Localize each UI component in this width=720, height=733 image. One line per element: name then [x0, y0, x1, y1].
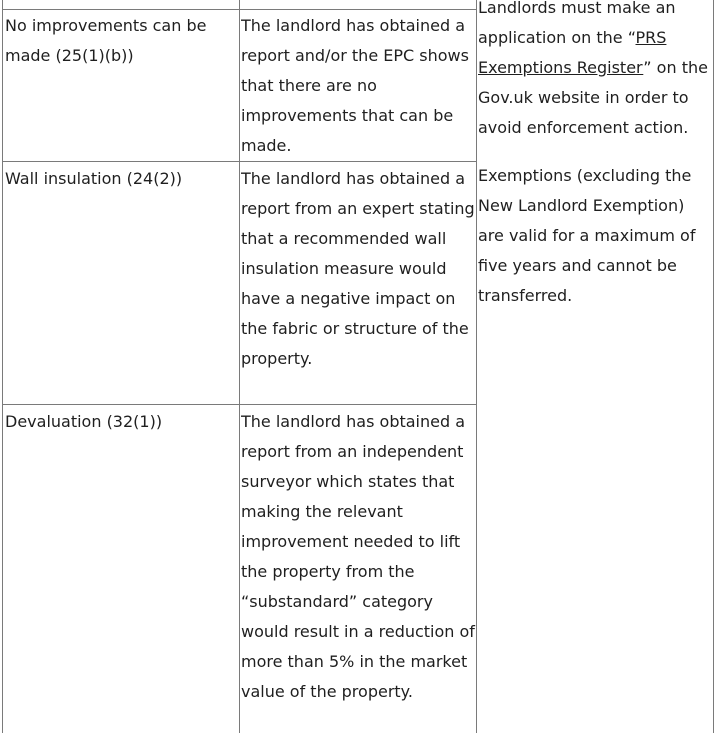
table-border-col2	[476, 0, 477, 733]
table-border-left	[2, 0, 3, 733]
description-cell-1: The landlord has obtained a report and/or the EPC shows that there are no improvements that can be made.	[241, 16, 469, 155]
table-border-row2	[2, 404, 476, 405]
description-cell-3: The landlord has obtained a report from an independent surveyor which states that making the relevant improvement needed to lift the property from the “substandard” category would result in a reduction of more than 5% in the market value of the property.	[241, 412, 475, 701]
validity-note: Exemptions (excluding the New Landlord Exemption) are valid for a maximum of five years and cannot be transferred.	[478, 166, 696, 305]
application-note-text-start: Landlords must make an application on the “	[478, 0, 676, 47]
table-border-row1	[2, 161, 476, 162]
table-border-col1	[239, 0, 240, 733]
table-border-top	[2, 9, 476, 10]
application-note	[478, 0, 713, 143]
notes-cell	[478, 0, 713, 733]
description-cell-2: The landlord has obtained a report from an expert stating that a recommended wall insulation measure would have a negative impact on the fabric or structure of the property.	[241, 169, 475, 368]
exemption-cell-2: Wall insulation (24(2))	[5, 169, 183, 188]
table-border-right	[713, 0, 714, 733]
exemption-cell-3: Devaluation (32(1))	[5, 412, 163, 431]
exemption-cell-1: No improvements can be made (25(1)(b))	[5, 16, 207, 65]
application-note-text-end: ” on the Gov.uk website in order to avoid enforcement action.	[478, 58, 708, 137]
prs-exemptions-register-link[interactable]: PRS Exemptions Register	[478, 28, 667, 77]
